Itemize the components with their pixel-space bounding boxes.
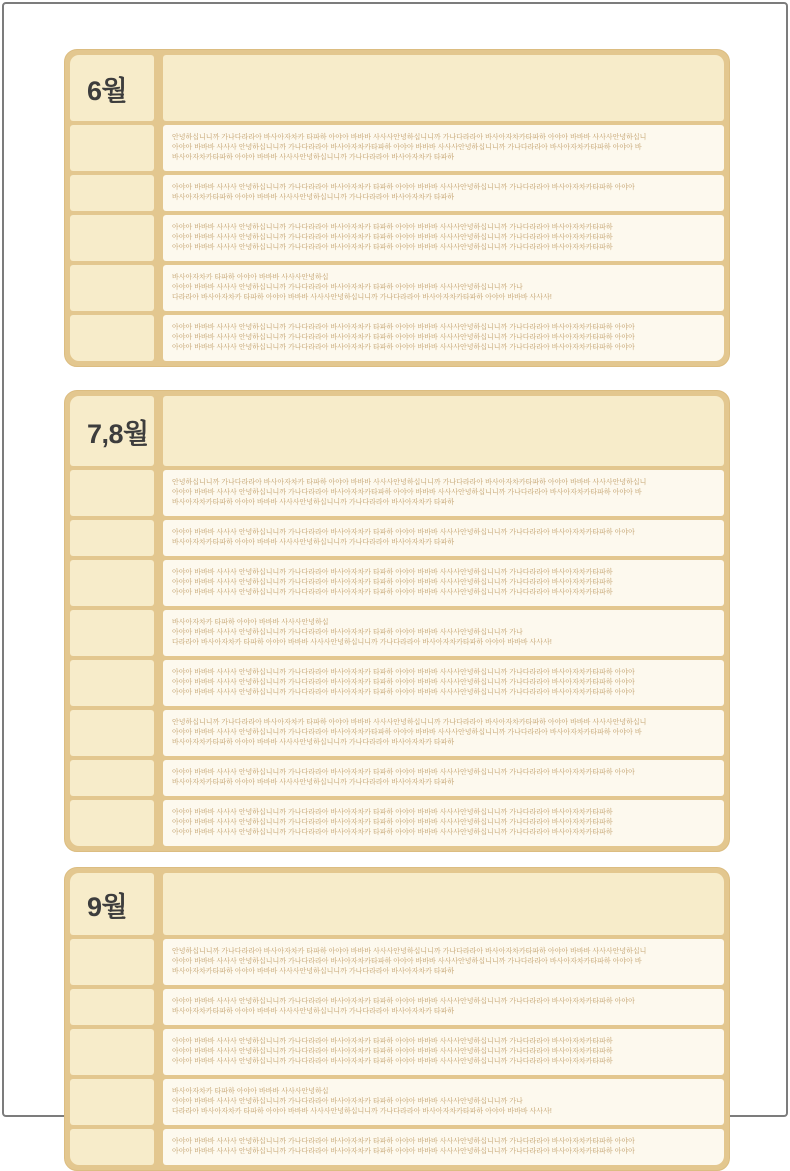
row-text-line: 아야아 바바바 사사사 안녕하십니니까 가나다라라아 바사아자차카 타파하 아야아 바바바 사사사안녕하십니니까 가나다라라아 바사아자차카타파하 [172, 1038, 613, 1045]
row-content-cell [163, 175, 724, 211]
row-text-line: 아야아 바바바 사사사 안녕하십니니까 가나다라라아 바사아자차카 타파하 아야아 바바바 사사사안녕하십니니까 가나다라라아 바사아자차카타파하 [172, 234, 613, 241]
row-content-cell [163, 760, 724, 796]
row-content-cell [163, 125, 724, 171]
table-row [70, 175, 724, 211]
row-text-line: 바사아자차카타파하 아야아 바바바 사사사안녕하십니니까 가나다라라아 바사아자차카 타파하 [172, 154, 455, 161]
row-text-line: 아야아 바바바 사사사 안녕하십니니까 가나다라라아 바사아자차카 타파하 아야아 바바바 사사사안녕하십니니까 가나다라라아 바사아자차카타파하 [172, 244, 613, 251]
row-label-cell [70, 1079, 154, 1125]
document-page [2, 2, 788, 1155]
row-content-cell [163, 1079, 724, 1125]
table-row [70, 125, 724, 171]
month-table-july-august [64, 390, 730, 852]
table-row [70, 1129, 724, 1165]
table-row [70, 710, 724, 756]
row-text-line: 바사아자차카타파하 아야아 바바바 사사사안녕하십니니까 가나다라라아 바사아자차카 타파하 [172, 499, 455, 506]
month-header-cell [70, 55, 154, 121]
row-label-cell [70, 710, 154, 756]
table-row [70, 1079, 724, 1125]
row-text-line: 아야아 바바바 사사사 안녕하십니니까 가나다라라아 바사아자차카 타파하 아야아 바바바 사사사안녕하십니니까 가나다라라아 바사아자차카타파하 [172, 819, 613, 826]
month-table-june [64, 49, 730, 367]
row-text-line: 다라라아 바사아자차카 타파하 아야아 바바바 사사사안녕하십니니까 가나다라라아 바사아자차카타파하 아야아 바바바 사사사! [172, 639, 552, 646]
row-content-cell [163, 800, 724, 846]
row-text-line: 아야아 바바바 사사사 안녕하십니니까 가나다라라아 바사아자차카 타파하 아야아 바바바 사사사안녕하십니니까 가나 [172, 1098, 523, 1105]
row-label-cell [70, 315, 154, 361]
row-text-line: 아야아 바바바 사사사 안녕하십니니까 가나다라라아 바사아자차카 타파하 아야아 바바바 사사사안녕하십니니까 가나다라라아 바사아자차카타파하 [172, 579, 613, 586]
table-row [70, 660, 724, 706]
row-text-line: 아야아 바바바 사사사 안녕하십니니까 가나다라라아 바사아자차카 타파하 아야아 바바바 사사사안녕하십니니까 가나다라라아 바사아자차카타파하 [172, 809, 613, 816]
row-content-cell [163, 660, 724, 706]
row-label-cell [70, 175, 154, 211]
month-table-september [64, 867, 730, 1171]
row-label-cell [70, 610, 154, 656]
row-content-cell [163, 610, 724, 656]
row-text-line: 아야아 바바바 사사사 안녕하십니니까 가나다라라아 바사아자차카타파하 아야아 바바바 사사사안녕하십니니까 가나다라라아 바사아자차카타파하 아야아 바 [172, 729, 642, 736]
row-text-line: 바사아자차카 타파하 아야아 바바바 사사사안녕하십 [172, 1088, 329, 1095]
header-spacer-cell [163, 396, 724, 466]
table-row [70, 560, 724, 606]
row-label-cell [70, 800, 154, 846]
row-text-line: 아야아 바바바 사사사 안녕하십니니까 가나다라라아 바사아자차카 타파하 아야아 바바바 사사사안녕하십니니까 가나다라라아 바사아자차카타파하 [172, 589, 613, 596]
row-label-cell [70, 520, 154, 556]
table-header-row [70, 55, 724, 121]
table-header-row [70, 396, 724, 466]
row-text-line: 아야아 바바바 사사사 안녕하십니니까 가나다라라아 바사아자차카 타파하 아야아 바바바 사사사안녕하십니니까 가나다라라아 바사아자차카타파하 아야아 [172, 324, 635, 331]
row-label-cell [70, 125, 154, 171]
row-content-cell [163, 1129, 724, 1165]
row-text-line: 다라라아 바사아자차카 타파하 아야아 바바바 사사사안녕하십니니까 가나다라라아 바사아자차카타파하 아야아 바바바 사사사! [172, 294, 552, 301]
row-label-cell [70, 1129, 154, 1165]
row-text-line: 아야아 바바바 사사사 안녕하십니니까 가나다라라아 바사아자차카타파하 아야아 바바바 사사사안녕하십니니까 가나다라라아 바사아자차카타파하 아야아 바 [172, 489, 642, 496]
row-text-line: 안녕하십니니까 가나다라라아 바사아자차카 타파하 아야아 바바바 사사사안녕하십니니까 가나다라라아 바사아자차카타파하 아야아 바바바 사사사안녕하십니 [172, 719, 647, 726]
row-label-cell [70, 939, 154, 985]
row-label-cell [70, 660, 154, 706]
row-content-cell [163, 989, 724, 1025]
table-header-row [70, 873, 724, 935]
row-text-line: 아야아 바바바 사사사 안녕하십니니까 가나다라라아 바사아자차카 타파하 아야아 바바바 사사사안녕하십니니까 가나다라라아 바사아자차카타파하 아야아 [172, 1148, 635, 1155]
table-row [70, 760, 724, 796]
month-header-cell [70, 873, 154, 935]
row-text-line: 아야아 바바바 사사사 안녕하십니니까 가나다라라아 바사아자차카 타파하 아야아 바바바 사사사안녕하십니니까 가나다라라아 바사아자차카타파하 아야아 [172, 669, 635, 676]
row-label-cell [70, 989, 154, 1025]
month-title: 7,8월 [87, 418, 149, 449]
row-content-cell [163, 265, 724, 311]
month-title: 9월 [87, 891, 128, 922]
table-row [70, 215, 724, 261]
row-text-line: 아야아 바바바 사사사 안녕하십니니까 가나다라라아 바사아자차카 타파하 아야아 바바바 사사사안녕하십니니까 가나다라라아 바사아자차카타파하 아야아 [172, 1138, 635, 1145]
row-text-line: 바사아자차카타파하 아야아 바바바 사사사안녕하십니니까 가나다라라아 바사아자차카 타파하 [172, 968, 455, 975]
row-text-line: 아야아 바바바 사사사 안녕하십니니까 가나다라라아 바사아자차카 타파하 아야아 바바바 사사사안녕하십니니까 가나다라라아 바사아자차카타파하 아야아 [172, 334, 635, 341]
month-header-cell [70, 396, 154, 466]
row-content-cell [163, 470, 724, 516]
row-content-cell [163, 710, 724, 756]
header-spacer-cell [163, 873, 724, 935]
row-content-cell [163, 1029, 724, 1075]
row-text-line: 안녕하십니니까 가나다라라아 바사아자차카 타파하 아야아 바바바 사사사안녕하십니니까 가나다라라아 바사아자차카타파하 아야아 바바바 사사사안녕하십니 [172, 134, 647, 141]
row-content-cell [163, 315, 724, 361]
row-label-cell [70, 760, 154, 796]
row-text-line: 바사아자차카타파하 아야아 바바바 사사사안녕하십니니까 가나다라라아 바사아자차카 타파하 [172, 1008, 455, 1015]
row-text-line: 아야아 바바바 사사사 안녕하십니니까 가나다라라아 바사아자차카 타파하 아야아 바바바 사사사안녕하십니니까 가나다라라아 바사아자차카타파하 [172, 224, 613, 231]
row-label-cell [70, 470, 154, 516]
row-text-line: 아야아 바바바 사사사 안녕하십니니까 가나다라라아 바사아자차카타파하 아야아 바바바 사사사안녕하십니니까 가나다라라아 바사아자차카타파하 아야아 바 [172, 144, 642, 151]
row-label-cell [70, 265, 154, 311]
row-content-cell [163, 520, 724, 556]
table-row [70, 939, 724, 985]
row-text-line: 아야아 바바바 사사사 안녕하십니니까 가나다라라아 바사아자차카 타파하 아야아 바바바 사사사안녕하십니니까 가나 [172, 284, 523, 291]
row-text-line: 아야아 바바바 사사사 안녕하십니니까 가나다라라아 바사아자차카 타파하 아야아 바바바 사사사안녕하십니니까 가나다라라아 바사아자차카타파하 아야아 [172, 769, 635, 776]
row-text-line: 아야아 바바바 사사사 안녕하십니니까 가나다라라아 바사아자차카 타파하 아야아 바바바 사사사안녕하십니니까 가나다라라아 바사아자차카타파하 아야아 [172, 184, 635, 191]
row-text-line: 아야아 바바바 사사사 안녕하십니니까 가나다라라아 바사아자차카 타파하 아야아 바바바 사사사안녕하십니니까 가나다라라아 바사아자차카타파하 아야아 [172, 344, 635, 351]
row-text-line: 아야아 바바바 사사사 안녕하십니니까 가나다라라아 바사아자차카 타파하 아야아 바바바 사사사안녕하십니니까 가나다라라아 바사아자차카타파하 [172, 1058, 613, 1065]
row-text-line: 바사아자차카타파하 아야아 바바바 사사사안녕하십니니까 가나다라라아 바사아자차카 타파하 [172, 739, 455, 746]
row-text-line: 아야아 바바바 사사사 안녕하십니니까 가나다라라아 바사아자차카 타파하 아야아 바바바 사사사안녕하십니니까 가나다라라아 바사아자차카타파하 [172, 569, 613, 576]
row-content-cell [163, 939, 724, 985]
row-text-line: 안녕하십니니까 가나다라라아 바사아자차카 타파하 아야아 바바바 사사사안녕하십니니까 가나다라라아 바사아자차카타파하 아야아 바바바 사사사안녕하십니 [172, 948, 647, 955]
row-label-cell [70, 1029, 154, 1075]
table-body [70, 470, 724, 846]
row-text-line: 아야아 바바바 사사사 안녕하십니니까 가나다라라아 바사아자차카 타파하 아야아 바바바 사사사안녕하십니니까 가나 [172, 629, 523, 636]
row-text-line: 아야아 바바바 사사사 안녕하십니니까 가나다라라아 바사아자차카 타파하 아야아 바바바 사사사안녕하십니니까 가나다라라아 바사아자차카타파하 아야아 [172, 679, 635, 686]
table-row [70, 265, 724, 311]
row-text-line: 아야아 바바바 사사사 안녕하십니니까 가나다라라아 바사아자차카 타파하 아야아 바바바 사사사안녕하십니니까 가나다라라아 바사아자차카타파하 아야아 [172, 998, 635, 1005]
row-text-line: 안녕하십니니까 가나다라라아 바사아자차카 타파하 아야아 바바바 사사사안녕하십니니까 가나다라라아 바사아자차카타파하 아야아 바바바 사사사안녕하십니 [172, 479, 647, 486]
row-text-line: 바사아자차카 타파하 아야아 바바바 사사사안녕하십 [172, 619, 329, 626]
table-body [70, 939, 724, 1165]
row-text-line: 다라라아 바사아자차카 타파하 아야아 바바바 사사사안녕하십니니까 가나다라라아 바사아자차카타파하 아야아 바바바 사사사! [172, 1108, 552, 1115]
row-text-line: 아야아 바바바 사사사 안녕하십니니까 가나다라라아 바사아자차카 타파하 아야아 바바바 사사사안녕하십니니까 가나다라라아 바사아자차카타파하 아야아 [172, 689, 635, 696]
row-label-cell [70, 560, 154, 606]
table-row [70, 520, 724, 556]
row-text-line: 바사아자차카 타파하 아야아 바바바 사사사안녕하십 [172, 274, 329, 281]
row-content-cell [163, 560, 724, 606]
table-row [70, 610, 724, 656]
table-row [70, 989, 724, 1025]
table-row [70, 800, 724, 846]
header-spacer-cell [163, 55, 724, 121]
row-text-line: 바사아자차카타파하 아야아 바바바 사사사안녕하십니니까 가나다라라아 바사아자차카 타파하 [172, 779, 455, 786]
month-title: 6월 [87, 75, 128, 106]
row-text-line: 바사아자차카타파하 아야아 바바바 사사사안녕하십니니까 가나다라라아 바사아자차카 타파하 [172, 539, 455, 546]
row-content-cell [163, 215, 724, 261]
row-text-line: 아야아 바바바 사사사 안녕하십니니까 가나다라라아 바사아자차카 타파하 아야아 바바바 사사사안녕하십니니까 가나다라라아 바사아자차카타파하 [172, 829, 613, 836]
row-text-line: 아야아 바바바 사사사 안녕하십니니까 가나다라라아 바사아자차카타파하 아야아 바바바 사사사안녕하십니니까 가나다라라아 바사아자차카타파하 아야아 바 [172, 958, 642, 965]
table-row [70, 470, 724, 516]
table-body [70, 125, 724, 361]
row-label-cell [70, 215, 154, 261]
row-text-line: 아야아 바바바 사사사 안녕하십니니까 가나다라라아 바사아자차카 타파하 아야아 바바바 사사사안녕하십니니까 가나다라라아 바사아자차카타파하 [172, 1048, 613, 1055]
row-text-line: 바사아자차카타파하 아야아 바바바 사사사안녕하십니니까 가나다라라아 바사아자차카 타파하 [172, 194, 455, 201]
row-text-line: 아야아 바바바 사사사 안녕하십니니까 가나다라라아 바사아자차카 타파하 아야아 바바바 사사사안녕하십니니까 가나다라라아 바사아자차카타파하 아야아 [172, 529, 635, 536]
table-row [70, 315, 724, 361]
table-row [70, 1029, 724, 1075]
